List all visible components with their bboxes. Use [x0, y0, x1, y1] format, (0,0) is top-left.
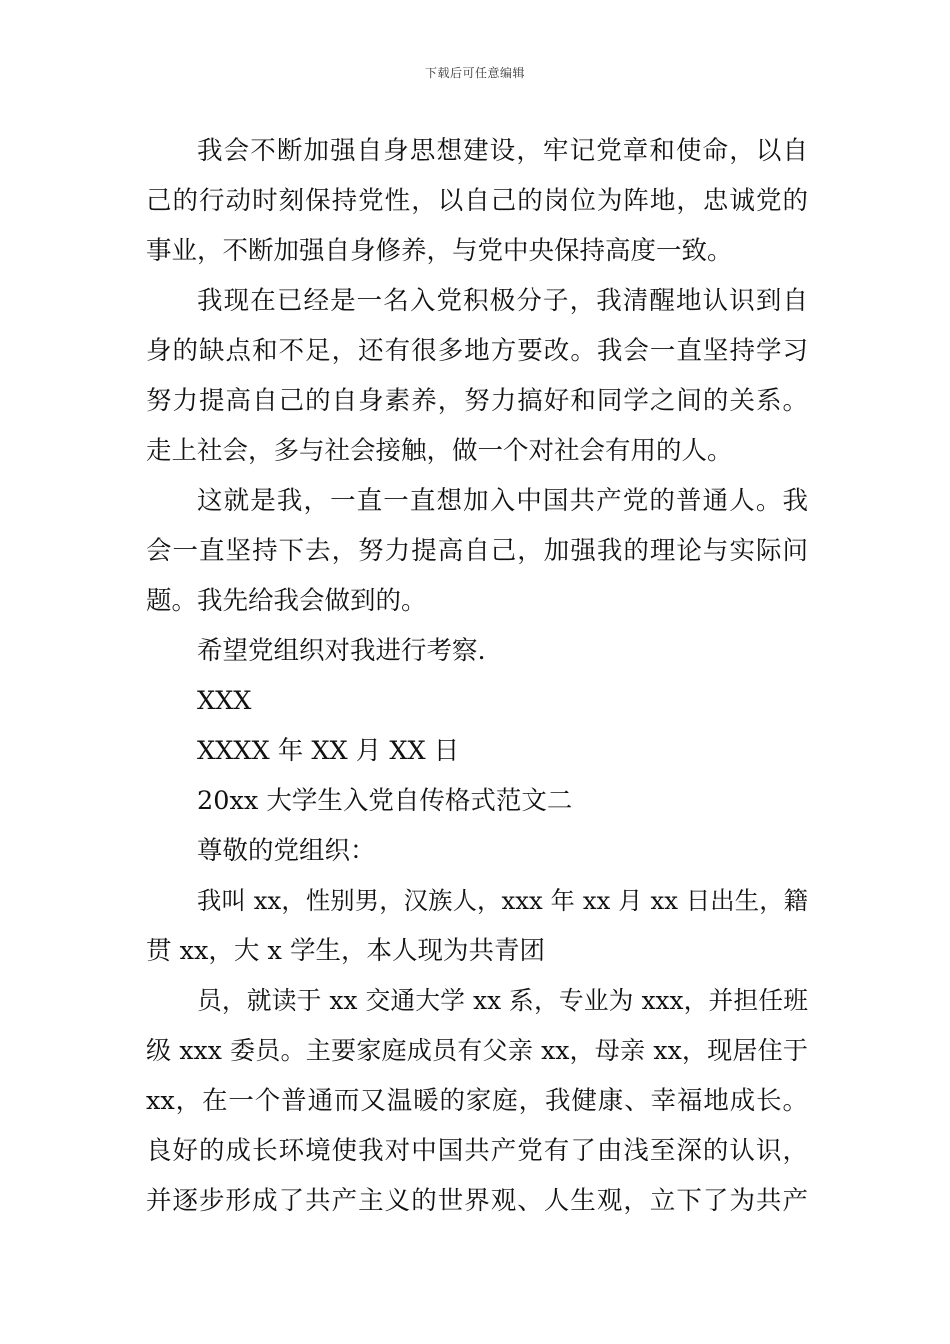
text-line: 身的缺点和不足，还有很多地方要改。我会一直坚持学习 — [146, 336, 808, 366]
text-line: 并逐步形成了共产主义的世界观、人生观，立下了为共产 — [146, 1186, 808, 1216]
text-line: 尊敬的党组织： — [197, 836, 376, 866]
text-line: 级 xxx 委员。主要家庭成员有父亲 xx，母亲 xx，现居住于 — [146, 1036, 808, 1065]
text-line: 员，就读于 xx 交通大学 xx 系，专业为 xxx，并担任班 — [197, 986, 808, 1015]
page-header: 下载后可任意编辑 — [424, 66, 525, 80]
text-line: 我现在已经是一名入党积极分子，我清醒地认识到自 — [197, 286, 808, 316]
text-line: XXXX 年 XX 月 XX 日 — [197, 736, 460, 766]
text-line: 良好的成长环境使我对中国共产党有了由浅至深的认识， — [146, 1136, 808, 1166]
text-line: 这就是我，一直一直想加入中国共产党的普通人。我 — [197, 486, 808, 516]
text-line: 我叫 xx，性别男，汉族人，xxx 年 xx 月 xx 日出生，籍 — [197, 886, 808, 915]
text-line: 己的行动时刻保持党性，以自己的岗位为阵地，忠诚党的 — [146, 186, 808, 216]
text-line: 会一直坚持下去，努力提高自己，加强我的理论与实际问 — [146, 536, 808, 566]
text-line: 事业，不断加强自身修养，与党中央保持高度一致。 — [146, 236, 733, 266]
text-line: 努力提高自己的自身素养，努力搞好和同学之间的关系。 — [146, 386, 808, 416]
text-line: 我会不断加强自身思想建设，牢记党章和使命，以自 — [197, 136, 808, 166]
text-line: 题。我先给我会做到的。 — [146, 586, 427, 616]
text-line: 20xx 大学生入党自传格式范文二 — [197, 786, 573, 816]
text-line: xx，在一个普通而又温暖的家庭，我健康、幸福地成长。 — [146, 1086, 808, 1116]
text-line: 走上社会，多与社会接触，做一个对社会有用的人。 — [146, 436, 733, 466]
document-body — [146, 126, 808, 1226]
text-line: 希望党组织对我进行考察. — [197, 636, 486, 666]
text-line: 贯 xx，大 x 学生，本人现为共青团 — [146, 936, 545, 966]
text-line: XXX — [197, 686, 252, 716]
